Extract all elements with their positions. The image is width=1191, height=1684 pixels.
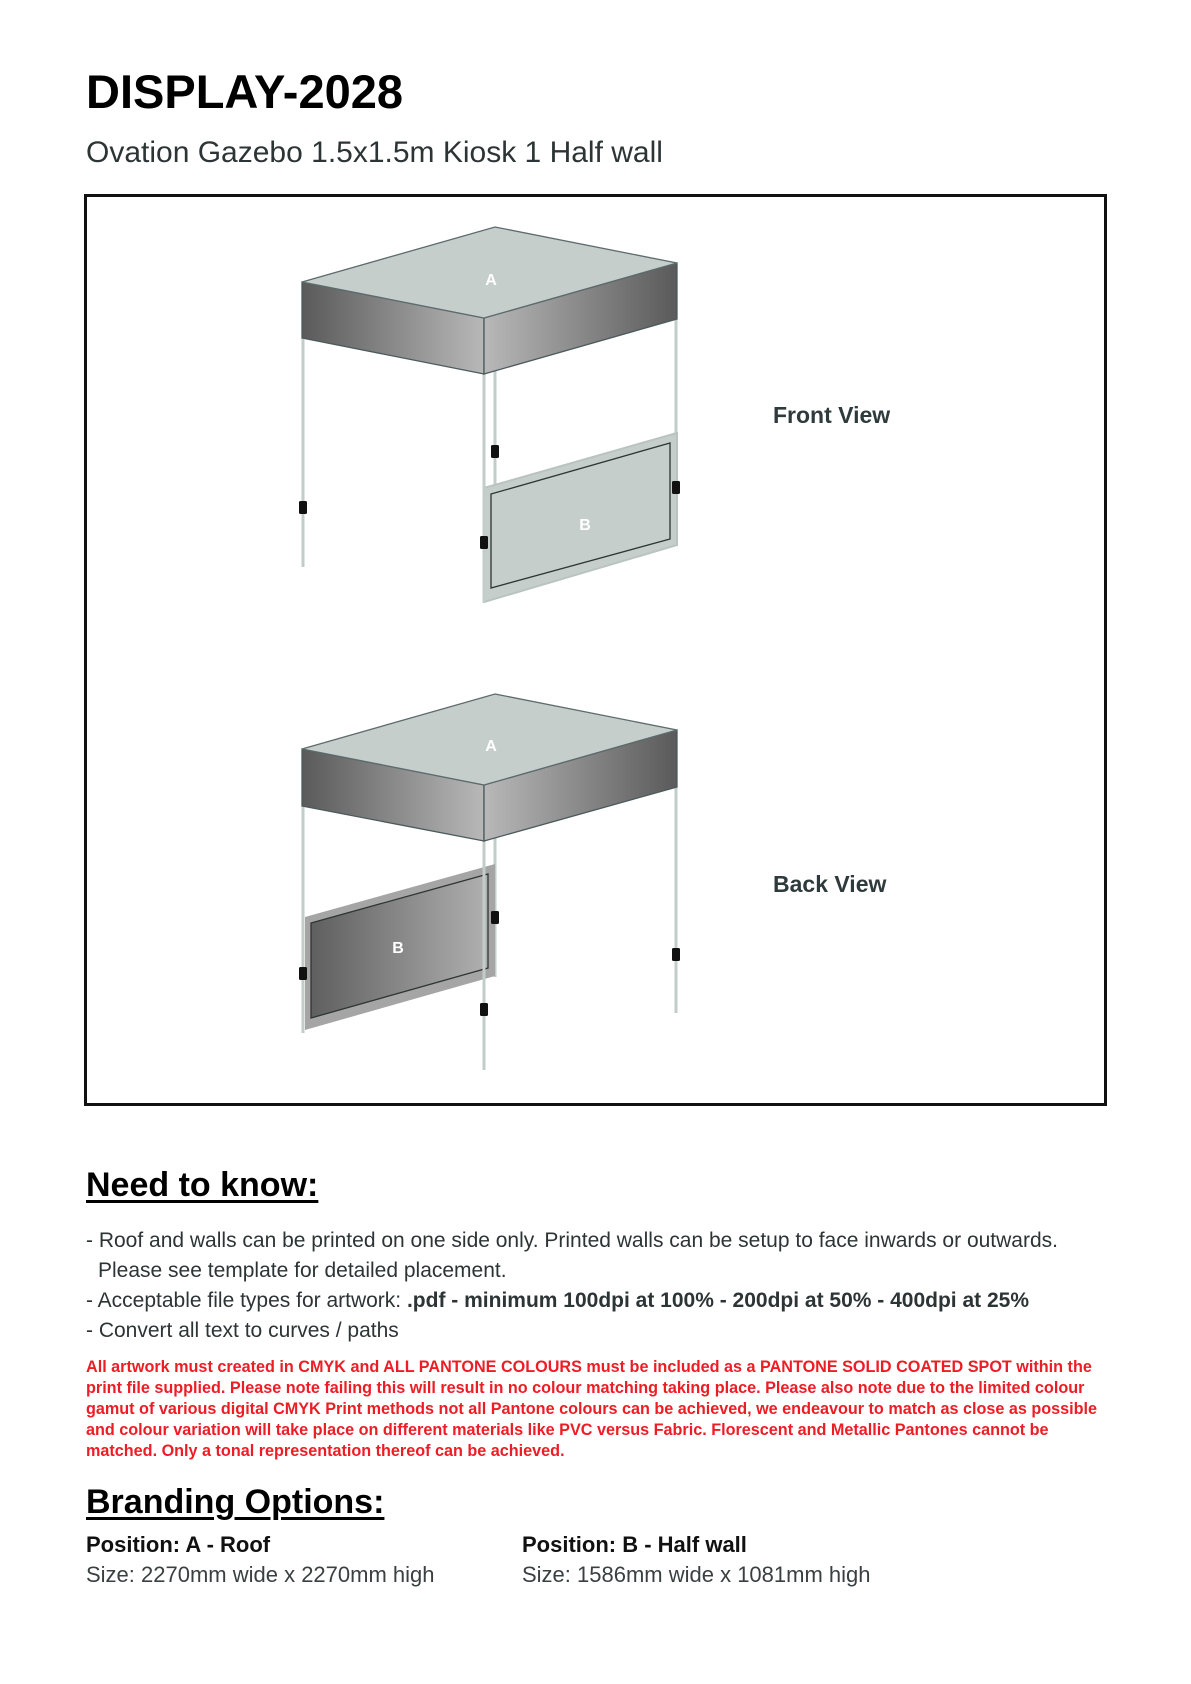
need-to-know-heading: Need to know: xyxy=(86,1166,319,1204)
front-view-diagram xyxy=(299,227,680,603)
branding-options-heading: Branding Options: xyxy=(86,1483,385,1521)
bullet-convert-text: - Convert all text to curves / paths xyxy=(86,1319,399,1342)
file-types-label: - Acceptable file types for artwork: xyxy=(86,1289,407,1312)
position-b-size: Size: 1586mm wide x 1081mm high xyxy=(522,1562,871,1587)
need-to-know-list xyxy=(86,1226,1058,1346)
bullet-file-types xyxy=(86,1286,1058,1316)
roof-a-back xyxy=(302,694,677,841)
position-a-title: Position: A - Roof xyxy=(86,1532,271,1557)
roof-label-a-front: A xyxy=(485,272,497,289)
wall-label-b-back: B xyxy=(392,940,404,957)
page-title: DISPLAY-2028 xyxy=(86,65,403,118)
bullet-print-sides-continued: Please see template for detailed placement. xyxy=(98,1259,507,1282)
colour-warning: All artwork must created in CMYK and ALL PANTONE COLOURS must be included as a PANTONE SOLID COATED SPOT within the print file supplied. Please note failing this will result in no colour matching taking place. Please also note due to the limited colour gamut of various digital CMYK Print methods not all Pantone colours can be achieved, we endeavour to match as close as possible and colour variation will take place on different materials like PVC versus Fabric. Florescent and Metallic Pantones cannot be matched. Only a tonal representation thereof can be achieved. xyxy=(86,1358,1098,1460)
roof-a-front xyxy=(302,227,677,374)
position-b-title: Position: B - Half wall xyxy=(522,1532,747,1557)
page-subtitle: Ovation Gazebo 1.5x1.5m Kiosk 1 Half wall xyxy=(86,136,663,169)
back-view-diagram xyxy=(299,694,680,1070)
roof-label-a-back: A xyxy=(485,738,497,755)
bullet-print-sides: - Roof and walls can be printed on one side only. Printed walls can be setup to face inwards or outwards. xyxy=(86,1229,1058,1252)
position-a-size: Size: 2270mm wide x 2270mm high xyxy=(86,1562,435,1587)
front-view-label: Front View xyxy=(773,402,891,428)
back-view-label: Back View xyxy=(773,871,887,897)
wall-label-b-front: B xyxy=(579,517,591,534)
file-types-spec: .pdf - minimum 100dpi at 100% - 200dpi at 50% - 400dpi at 25% xyxy=(406,1289,1029,1312)
